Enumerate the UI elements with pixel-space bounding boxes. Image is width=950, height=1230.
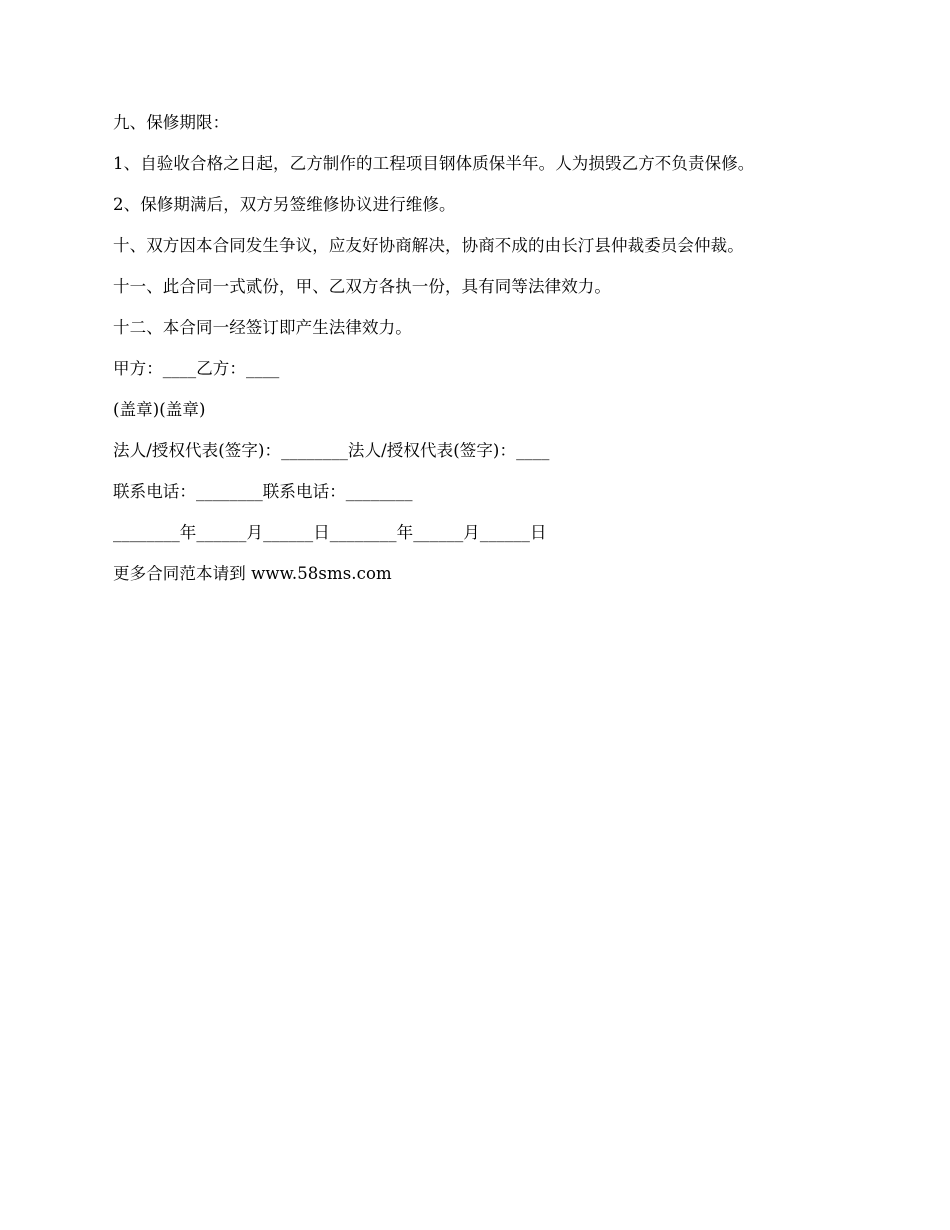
copies-clause: 十一、此合同一式贰份，甲、乙双方各执一份，具有同等法律效力。	[113, 277, 611, 296]
footer-website-note: 更多合同范本请到 www.58sms.com	[113, 564, 392, 583]
effect-clause: 十二、本合同一经签订即产生法律效力。	[113, 318, 412, 337]
warranty-clause-2: 2、保修期满后，双方另签维修协议进行维修。	[113, 195, 456, 214]
warranty-clause-1: 1、自验收合格之日起，乙方制作的工程项目钢体质保半年。人为损毁乙方不负责保修。	[113, 154, 755, 173]
representative-signature-line: 法人/授权代表(签字)：________法人/授权代表(签字)：____	[113, 441, 550, 460]
seal-line: (盖章)(盖章)	[113, 400, 206, 419]
contact-phone-line: 联系电话：________联系电话：________	[113, 482, 413, 501]
date-line: ________年______月______日________年______月______日	[113, 523, 547, 542]
party-signature-line: 甲方：____乙方：____	[113, 359, 280, 378]
section-warranty-heading: 九、保修期限：	[113, 113, 230, 132]
dispute-clause: 十、双方因本合同发生争议，应友好协商解决，协商不成的由长汀县仲裁委员会仲裁。	[113, 236, 744, 255]
document-body	[113, 113, 853, 605]
